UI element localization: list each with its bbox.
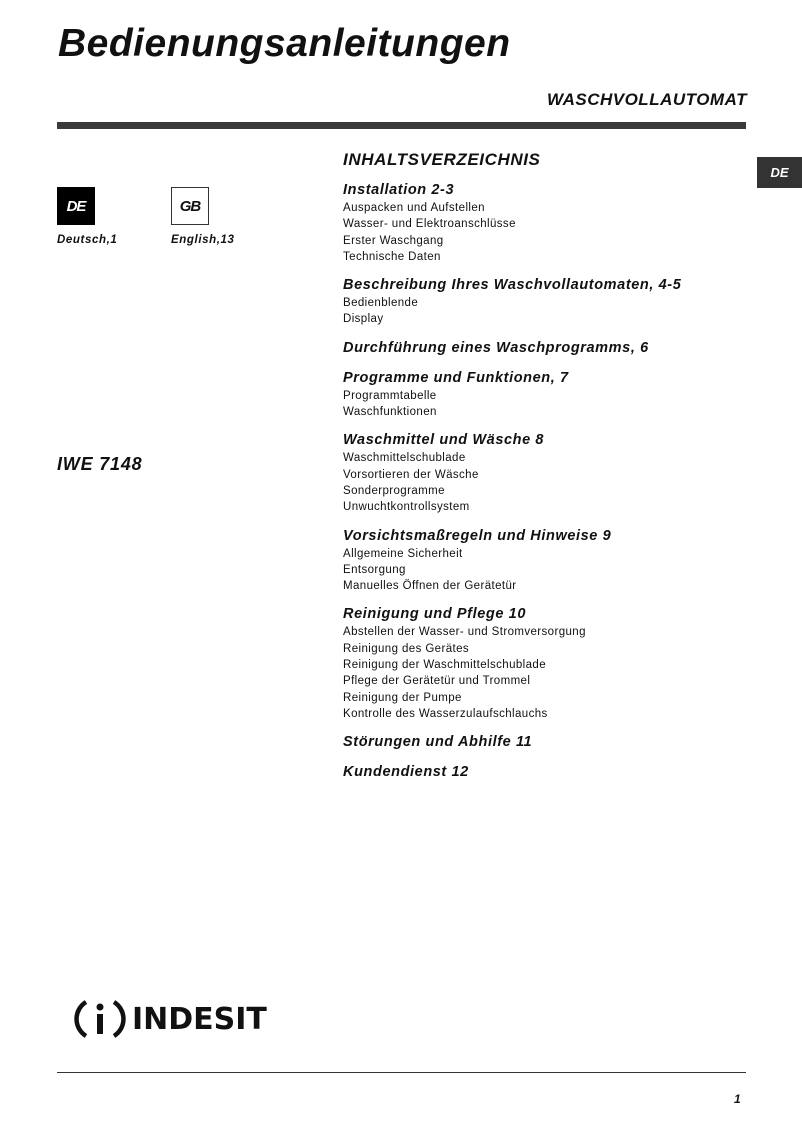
toc-item[interactable]: Manuelles Öffnen der Gerätetür <box>343 580 517 593</box>
toc-section-heading[interactable]: Waschmittel und Wäsche 8 <box>343 432 545 449</box>
toc-item[interactable]: Waschmittelschublade <box>343 452 466 465</box>
toc-section-heading[interactable]: Installation 2-3 <box>343 182 455 198</box>
toc-item[interactable]: Allgemeine Sicherheit <box>343 547 463 560</box>
toc-item[interactable]: Waschfunktionen <box>343 406 437 419</box>
toc-section <box>343 605 743 722</box>
toc-item[interactable]: Sonderprogramme <box>343 484 445 497</box>
toc-item[interactable]: Auspacken und Aufstellen <box>343 202 485 214</box>
indesit-logo <box>74 998 267 1040</box>
toc-item[interactable]: Kontrolle des Wasserzulaufschlauchs <box>343 707 548 720</box>
brand-name: INDESIT <box>132 1001 267 1037</box>
model-number: IWE 7148 <box>57 454 143 474</box>
toc-section <box>343 733 743 752</box>
toc-item[interactable]: Unwuchtkontrollsystem <box>343 501 470 514</box>
footer-rule <box>57 1072 746 1073</box>
toc-item[interactable]: Bedienblende <box>343 297 419 310</box>
info-i-icon <box>74 998 126 1040</box>
page-number: 1 <box>734 1092 741 1106</box>
toc-item[interactable]: Reinigung des Gerätes <box>343 642 470 655</box>
toc-section <box>343 276 743 328</box>
toc-section <box>343 181 743 265</box>
language-label-gb[interactable]: English,13 <box>171 234 235 246</box>
toc-item[interactable]: Wasser- und Elektroanschlüsse <box>343 218 516 231</box>
toc-item[interactable]: Technische Daten <box>343 250 441 263</box>
toc-item[interactable]: Erster Waschgang <box>343 234 444 247</box>
toc-section-heading[interactable]: Störungen und Abhilfe 11 <box>343 734 533 751</box>
toc-item[interactable]: Display <box>343 313 384 326</box>
toc-section-heading[interactable]: Durchführung eines Waschprogramms, 6 <box>343 339 649 356</box>
toc-section-heading[interactable]: Beschreibung Ihres Waschvollautomaten, 4-5 <box>343 277 682 294</box>
language-side-tab: DE <box>757 157 802 188</box>
toc-section-heading[interactable]: Programme und Funktionen, 7 <box>343 369 569 386</box>
toc-section <box>343 431 743 515</box>
toc-section-heading[interactable]: Vorsichtsmaßregeln und Hinweise 9 <box>343 527 612 544</box>
toc-section <box>343 369 743 421</box>
language-badge-de[interactable]: DE <box>57 187 95 225</box>
toc-title: INHALTSVERZEICHNIS <box>343 150 541 169</box>
toc-section-heading[interactable]: Reinigung und Pflege 10 <box>343 606 526 623</box>
document-title: Bedienungsanleitungen <box>58 22 511 65</box>
toc-item[interactable]: Pflege der Gerätetür und Trommel <box>343 675 531 688</box>
toc-item[interactable]: Reinigung der Pumpe <box>343 691 462 704</box>
toc-section <box>343 763 743 782</box>
document-subtitle: WASCHVOLLAUTOMAT <box>546 90 747 109</box>
header-divider <box>57 122 746 129</box>
toc-item[interactable]: Entsorgung <box>343 563 406 576</box>
toc-item[interactable]: Vorsortieren der Wäsche <box>343 468 479 481</box>
toc-item[interactable]: Abstellen der Wasser- und Stromversorgung <box>343 626 586 639</box>
toc-section <box>343 339 743 358</box>
language-label-de[interactable]: Deutsch,1 <box>57 234 118 246</box>
language-badge-gb[interactable]: GB <box>171 187 209 225</box>
toc-item[interactable]: Programmtabelle <box>343 389 437 402</box>
toc-item[interactable]: Reinigung der Waschmittelschublade <box>343 659 547 672</box>
toc-section <box>343 527 743 595</box>
table-of-contents <box>343 149 743 782</box>
toc-section-heading[interactable]: Kundendienst 12 <box>343 764 469 781</box>
